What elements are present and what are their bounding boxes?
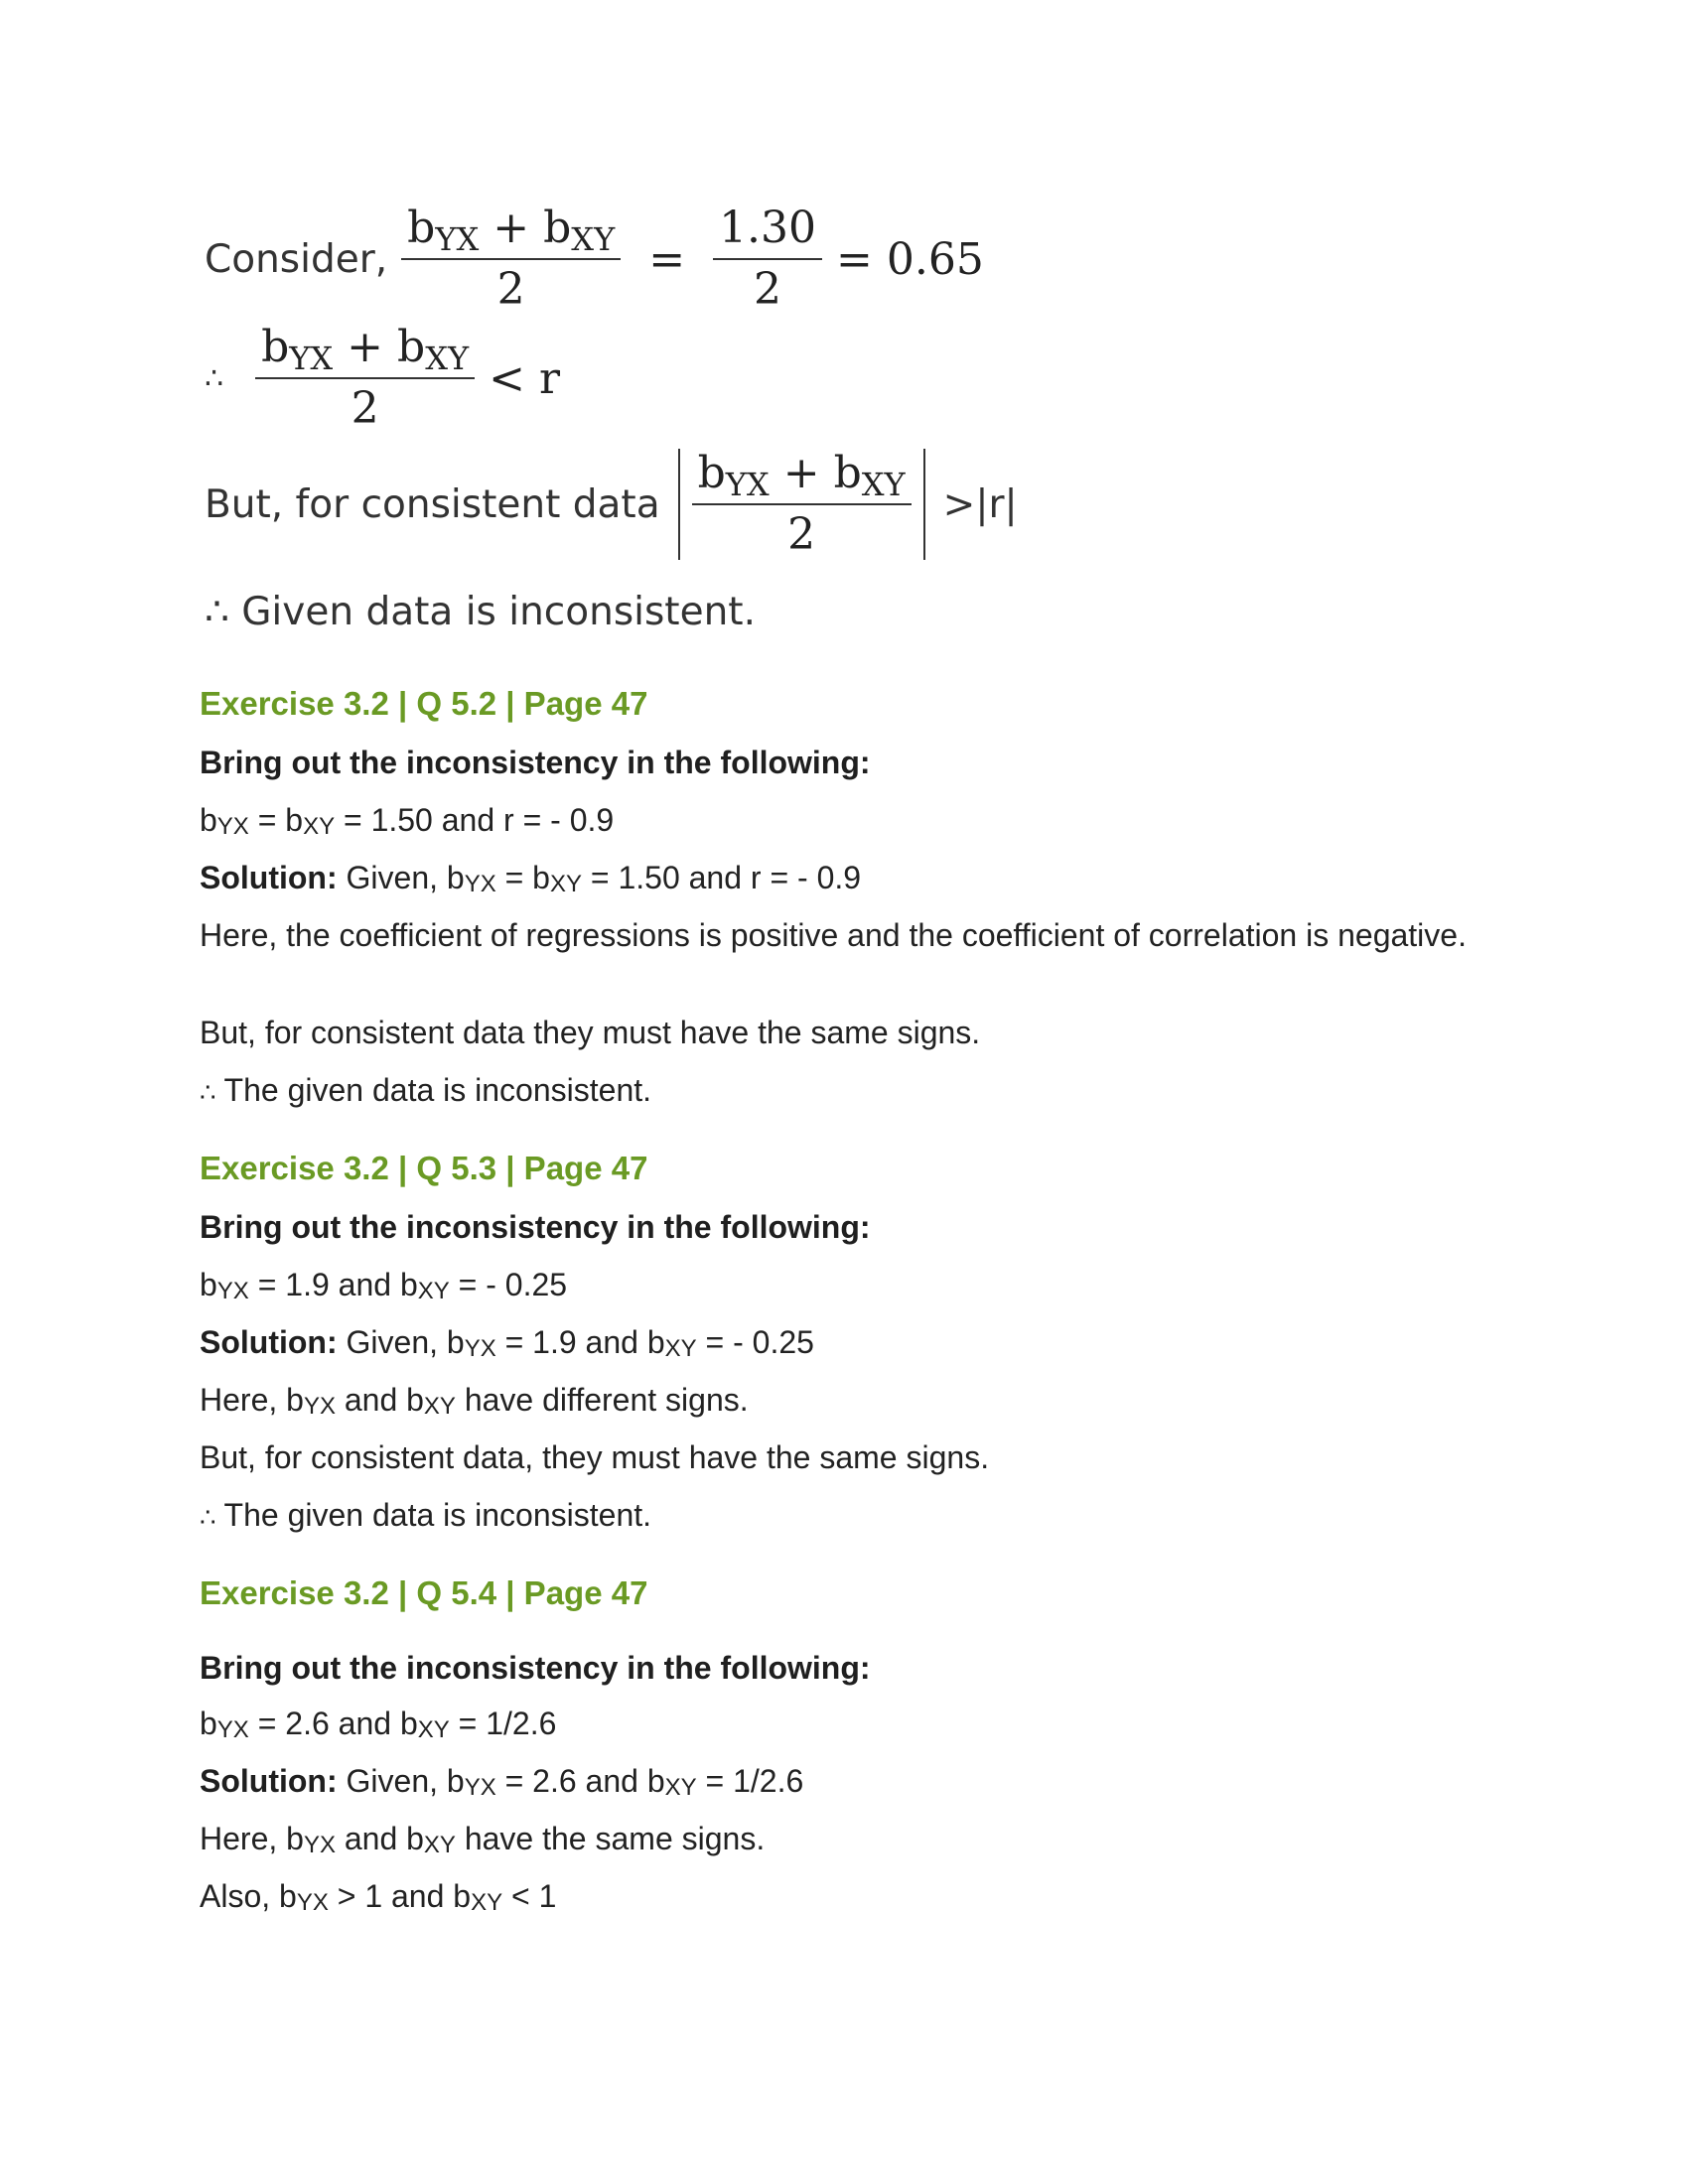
average-fraction: $\frac{\text{bYX + bXY}}{2}$: [401, 205, 621, 315]
solution-line: Solution: Given, bYX = 1.9 and bXY = - 0.25: [200, 1324, 814, 1362]
math-conclusion: ∴ Given data is inconsistent.: [205, 590, 756, 634]
but-label: But, for consistent data: [205, 481, 660, 527]
explanation-text: But, for consistent data, they must have the same signs.: [200, 1439, 990, 1475]
question-text: Bring out the inconsistency in the following:: [200, 745, 871, 780]
question-statement: bYX = 1.9 and bXY = - 0.25: [200, 1267, 568, 1304]
solution-label: Solution:: [200, 860, 338, 895]
conclusion-text: ∴ The given data is inconsistent.: [200, 1497, 652, 1533]
solution-label: Solution:: [200, 1324, 338, 1360]
exercise-heading: Exercise 3.2 | Q 5.2 | Page 47: [200, 685, 648, 722]
conclusion-text: ∴ The given data is inconsistent.: [200, 1072, 652, 1108]
absolute-value: $\frac{\text{bYX + bXY}}{2}$: [678, 449, 925, 560]
explanation-text: Here, the coefficient of regressions is positive and the coefficient of correlation is negative.: [200, 917, 1467, 953]
question-statement: bYX = bXY = 1.50 and r = - 0.9: [200, 802, 615, 840]
exercise-heading: Exercise 3.2 | Q 5.3 | Page 47: [200, 1150, 648, 1186]
therefore-symbol: ∴: [205, 360, 224, 396]
less-than-r-equation: ∴ $\frac{\text{bYX + bXY}}{2}$ < r: [205, 322, 561, 435]
average-result: = 0.65: [836, 233, 984, 285]
explanation-text: Here, bYX and bXY have the same signs.: [200, 1821, 766, 1858]
solution-line: Solution: Given, bYX = bXY = 1.50 and r = - 0.9: [200, 860, 862, 897]
question-text: Bring out the inconsistency in the following:: [200, 1650, 871, 1686]
solution-line: Solution: Given, bYX = 2.6 and bXY = 1/2.6: [200, 1763, 804, 1801]
explanation-text: Here, bYX and bXY have different signs.: [200, 1382, 749, 1420]
consistency-condition: But, for consistent data $\frac{\text{bYX + bXY}}{2}$ >|r|: [205, 447, 1018, 560]
value-fraction: $\frac{1.30}{2}$: [713, 205, 822, 315]
exercise-heading: Exercise 3.2 | Q 5.4 | Page 47: [200, 1574, 648, 1611]
explanation-text: But, for consistent data they must have the same signs.: [200, 1015, 981, 1050]
average-fraction: $\frac{\text{bYX + bXY}}{2}$: [255, 324, 475, 434]
question-text: Bring out the inconsistency in the following:: [200, 1209, 871, 1245]
explanation-text: Also, bYX > 1 and bXY < 1: [200, 1878, 557, 1916]
question-statement: bYX = 2.6 and bXY = 1/2.6: [200, 1706, 557, 1743]
solution-label: Solution:: [200, 1763, 338, 1799]
consider-label: Consider,: [205, 236, 388, 282]
consider-equation: Consider, $\frac{\text{bYX + bXY}}{2}$ = $\frac{1.30}{2}$ = 0.65: [205, 203, 984, 316]
